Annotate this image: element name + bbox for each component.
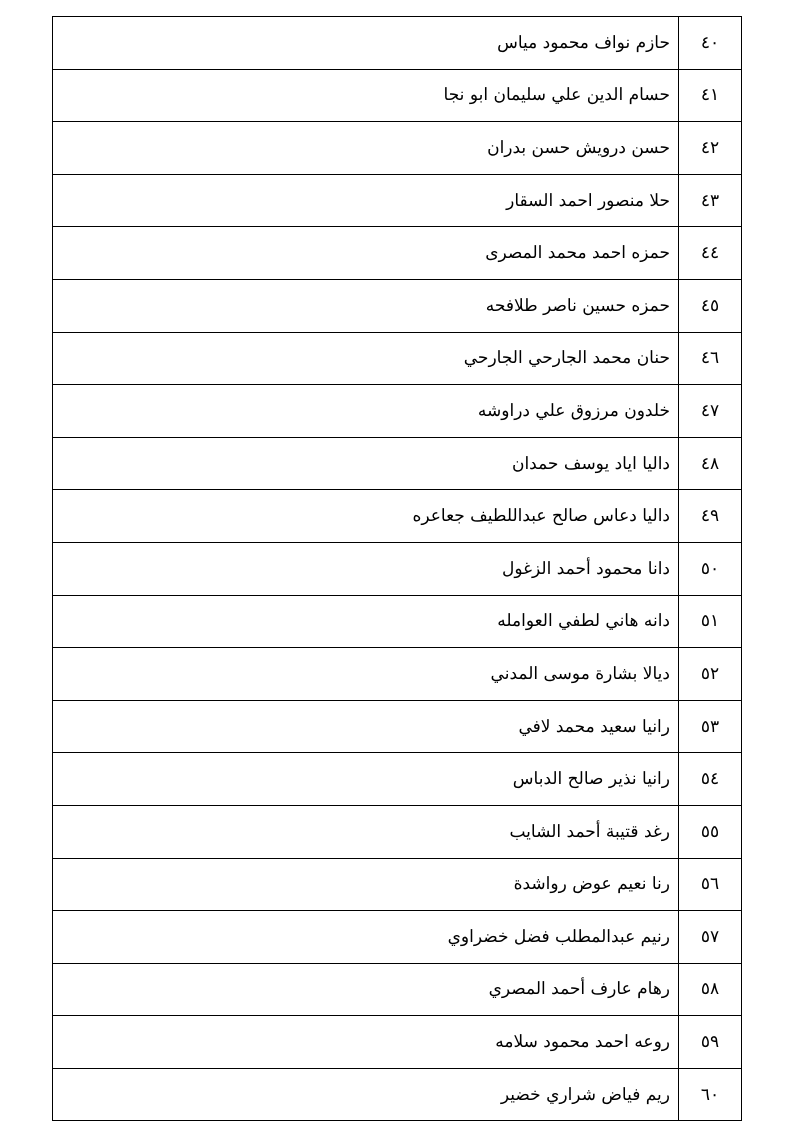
row-number: ٥٢ — [679, 648, 742, 701]
table-row — [53, 858, 742, 911]
student-name: رنا نعيم عوض رواشدة — [53, 858, 679, 911]
student-name: روعه احمد محمود سلامه — [53, 1016, 679, 1069]
names-table — [52, 16, 742, 1121]
row-number: ٤٦ — [679, 332, 742, 385]
row-number: ٤٨ — [679, 437, 742, 490]
table-row — [53, 332, 742, 385]
student-name: حسام الدين علي سليمان ابو نجا — [53, 69, 679, 122]
row-number: ٤٠ — [679, 17, 742, 70]
row-number: ٤١ — [679, 69, 742, 122]
student-name: ريم فياض شراري خضير — [53, 1068, 679, 1121]
row-number: ٥٥ — [679, 805, 742, 858]
row-number: ٤٩ — [679, 490, 742, 543]
student-name: داليا اياد يوسف حمدان — [53, 437, 679, 490]
student-name: حلا منصور احمد السقار — [53, 174, 679, 227]
student-name: حسن درويش حسن بدران — [53, 122, 679, 175]
row-number: ٤٤ — [679, 227, 742, 280]
student-name: خلدون مرزوق علي دراوشه — [53, 385, 679, 438]
table-row — [53, 753, 742, 806]
student-name: دانه هاني لطفي العوامله — [53, 595, 679, 648]
student-name: حازم نواف محمود مياس — [53, 17, 679, 70]
table-row — [53, 385, 742, 438]
row-number: ٥٩ — [679, 1016, 742, 1069]
table-row — [53, 227, 742, 280]
row-number: ٦٠ — [679, 1068, 742, 1121]
table-row — [53, 69, 742, 122]
table-row — [53, 174, 742, 227]
student-name: رهام عارف أحمد المصري — [53, 963, 679, 1016]
student-name: رغد قتيبة أحمد الشايب — [53, 805, 679, 858]
table-row — [53, 490, 742, 543]
table-row — [53, 437, 742, 490]
table-row — [53, 963, 742, 1016]
student-name: رانيا سعيد محمد لافي — [53, 700, 679, 753]
student-name: حنان محمد الجارحي الجارحي — [53, 332, 679, 385]
row-number: ٤٥ — [679, 279, 742, 332]
table-row — [53, 648, 742, 701]
row-number: ٥٦ — [679, 858, 742, 911]
row-number: ٥٤ — [679, 753, 742, 806]
student-name: رنيم عبدالمطلب فضل خضراوي — [53, 911, 679, 964]
row-number: ٥٣ — [679, 700, 742, 753]
student-name: حمزه احمد محمد المصرى — [53, 227, 679, 280]
table-row — [53, 1068, 742, 1121]
student-name: داليا دعاس صالح عبداللطيف جعاعره — [53, 490, 679, 543]
table-row — [53, 595, 742, 648]
row-number: ٥٠ — [679, 542, 742, 595]
student-name: رانيا نذير صالح الدباس — [53, 753, 679, 806]
table-row — [53, 17, 742, 70]
row-number: ٥٨ — [679, 963, 742, 1016]
student-name: حمزه حسين ناصر طلافحه — [53, 279, 679, 332]
table-row — [53, 805, 742, 858]
table-row — [53, 911, 742, 964]
table-row — [53, 122, 742, 175]
row-number: ٤٢ — [679, 122, 742, 175]
table-row — [53, 1016, 742, 1069]
row-number: ٥١ — [679, 595, 742, 648]
student-name: ديالا بشارة موسى المدني — [53, 648, 679, 701]
table-row — [53, 279, 742, 332]
row-number: ٤٧ — [679, 385, 742, 438]
row-number: ٤٣ — [679, 174, 742, 227]
table-row — [53, 700, 742, 753]
row-number: ٥٧ — [679, 911, 742, 964]
table-row — [53, 542, 742, 595]
student-name: دانا محمود أحمد الزغول — [53, 542, 679, 595]
